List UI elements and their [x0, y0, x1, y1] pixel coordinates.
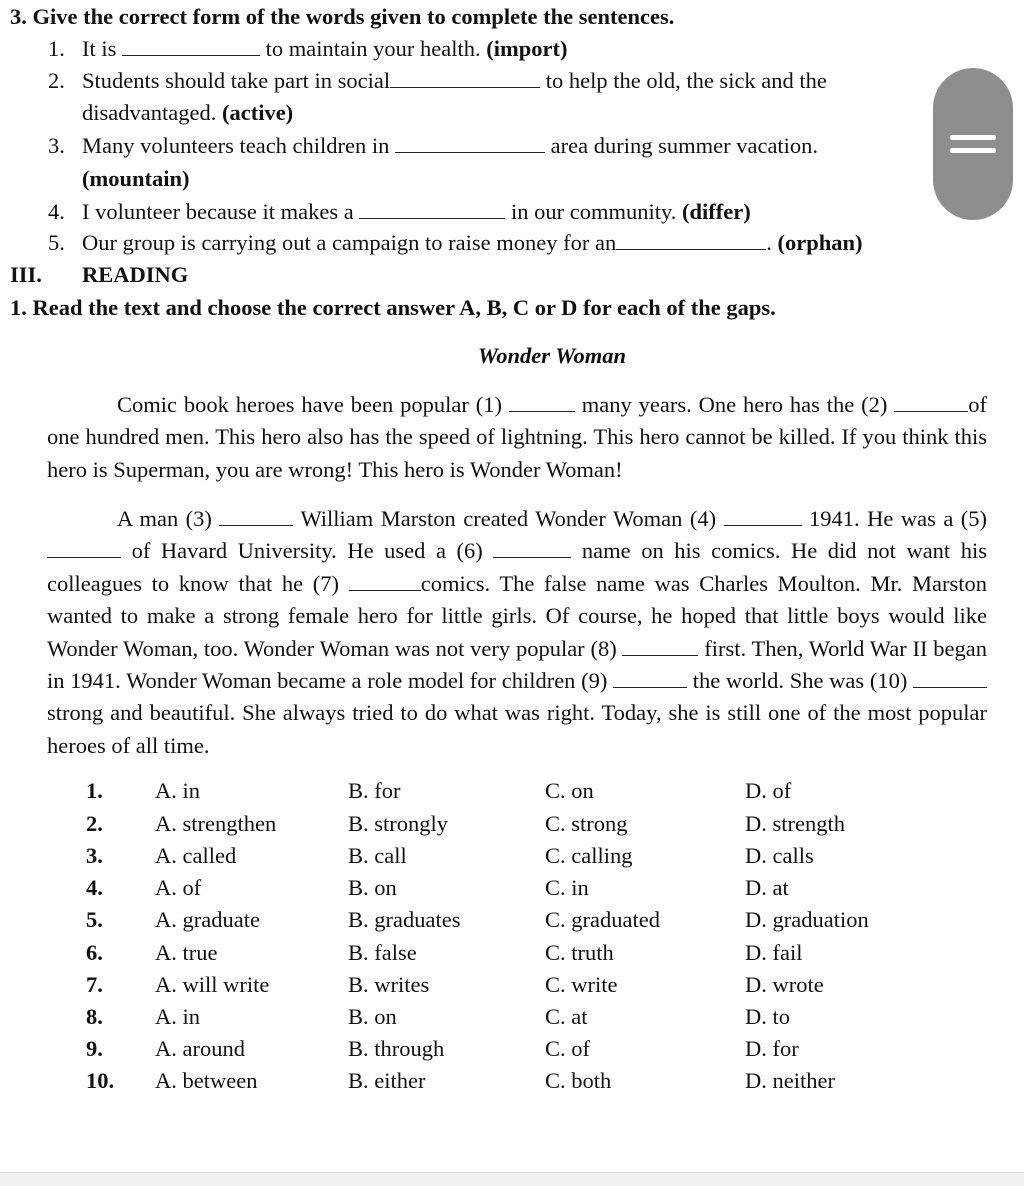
gap-5[interactable]: [47, 539, 121, 558]
option-a[interactable]: A. will write: [155, 972, 270, 997]
passage-paragraph-2: A man (3) William Marston created Wonder Woman (4) 1941. He was a (5) of Havard University. He used a (6) name on his comics. He did not want his colleagues to know that he (7) comics. The false name was Charles Moulton. Mr. Marston wanted to make a strong female hero for little girls. Of course, he hoped that little boys would like Wonder Woman, too. Wonder Woman was not very popular (8) first. Then, World War II began in 1941. Wonder Woman became a role model for children (9) the world. She was (10) strong and beautiful. She always tried to do what was right. Today, she is still one of the most popular heroes of all time.: [47, 506, 988, 758]
option-row: [0, 842, 1024, 874]
option-c[interactable]: C. write: [545, 972, 618, 997]
option-b[interactable]: B. writes: [348, 972, 430, 997]
option-b[interactable]: B. on: [348, 875, 397, 900]
option-a[interactable]: A. of: [155, 875, 202, 900]
item-number: 1.: [48, 36, 65, 61]
option-c[interactable]: C. of: [545, 1036, 590, 1061]
exercise-item-2: [48, 67, 827, 95]
option-d[interactable]: D. of: [745, 778, 792, 803]
option-b[interactable]: B. either: [348, 1068, 426, 1093]
question-number: 8.: [86, 1004, 103, 1029]
word-hint: (orphan): [777, 230, 863, 255]
option-row: [0, 971, 1024, 1003]
option-b[interactable]: B. strongly: [348, 811, 449, 836]
item-text: in our community.: [505, 199, 683, 224]
item-text: to help the old, the sick and the: [540, 68, 827, 93]
option-a[interactable]: A. called: [155, 843, 237, 868]
option-row: [0, 810, 1024, 842]
answer-blank[interactable]: [395, 134, 545, 153]
exercise-item-4: [48, 198, 751, 226]
option-b[interactable]: B. graduates: [348, 907, 461, 932]
question-number: 3.: [86, 843, 103, 868]
question-number: 9.: [86, 1036, 103, 1061]
grip-line-icon: [950, 148, 996, 153]
option-c[interactable]: C. on: [545, 778, 594, 803]
option-row: [0, 777, 1024, 809]
option-d[interactable]: D. for: [745, 1036, 799, 1061]
option-b[interactable]: B. for: [348, 778, 401, 803]
answer-blank[interactable]: [616, 231, 766, 250]
exercise-item-1: [48, 35, 567, 63]
answer-blank[interactable]: [122, 37, 260, 56]
word-hint: (import): [486, 36, 568, 61]
option-a[interactable]: A. strengthen: [155, 811, 277, 836]
answer-blank[interactable]: [390, 69, 540, 88]
item-text: Students should take part in social: [82, 68, 391, 93]
option-a[interactable]: A. in: [155, 1004, 200, 1029]
gap-6[interactable]: [493, 539, 571, 558]
option-c[interactable]: C. truth: [545, 940, 614, 965]
option-c[interactable]: C. at: [545, 1004, 588, 1029]
gap-7[interactable]: [349, 572, 421, 591]
option-b[interactable]: B. through: [348, 1036, 445, 1061]
option-row: [0, 1035, 1024, 1067]
grip-line-icon: [950, 135, 996, 140]
question-number: 7.: [86, 972, 103, 997]
reading-heading-number: III.: [10, 262, 42, 287]
option-d[interactable]: D. calls: [745, 843, 814, 868]
option-c[interactable]: C. in: [545, 875, 589, 900]
option-row: [0, 1067, 1024, 1099]
option-d[interactable]: D. fail: [745, 940, 803, 965]
option-b[interactable]: B. on: [348, 1004, 397, 1029]
gap-10[interactable]: [913, 669, 987, 688]
reading-heading: [10, 261, 188, 289]
word-hint: (differ): [682, 199, 751, 224]
option-d[interactable]: D. graduation: [745, 907, 869, 932]
gap-4[interactable]: [724, 507, 802, 526]
option-c[interactable]: C. graduated: [545, 907, 660, 932]
item-number: 3.: [48, 133, 65, 158]
option-c[interactable]: C. calling: [545, 843, 633, 868]
gap-8[interactable]: [622, 637, 698, 656]
item-number: 4.: [48, 199, 65, 224]
option-a[interactable]: A. true: [155, 940, 218, 965]
option-a[interactable]: A. between: [155, 1068, 258, 1093]
item-text: to maintain your health.: [260, 36, 487, 61]
answer-blank[interactable]: [359, 200, 505, 219]
passage-title: Wonder Woman: [477, 343, 627, 368]
exercise-item-2-cont: [82, 99, 293, 127]
option-a[interactable]: A. in: [155, 778, 200, 803]
item-number: 2.: [48, 68, 65, 93]
option-a[interactable]: A. graduate: [155, 907, 260, 932]
item-text: Many volunteers teach children in: [82, 133, 396, 158]
word-hint: (mountain): [82, 166, 190, 191]
option-d[interactable]: D. at: [745, 875, 789, 900]
reading-instruction: 1. Read the text and choose the correct answer A, B, C or D for each of the gaps.: [10, 295, 776, 320]
item-text: I volunteer because it makes a: [82, 199, 360, 224]
option-c[interactable]: C. strong: [545, 811, 628, 836]
question-number: 10.: [86, 1068, 115, 1093]
exercise-item-3: [48, 132, 818, 160]
gap-9[interactable]: [613, 669, 687, 688]
option-d[interactable]: D. strength: [745, 811, 845, 836]
passage-paragraph-1: Comic book heroes have been popular (1) many years. One hero has the (2) of one hundred men. This hero also has the speed of lightning. This hero cannot be killed. If you think this hero is Superman, you are wrong! This hero is Wonder Woman!: [47, 392, 987, 482]
word-hint: (active): [221, 100, 294, 125]
exercise-item-5: [48, 229, 862, 257]
item-text: .: [766, 230, 778, 255]
gap-2[interactable]: [894, 393, 968, 412]
option-b[interactable]: B. call: [348, 843, 407, 868]
gap-3[interactable]: [219, 507, 293, 526]
option-row: [0, 1003, 1024, 1035]
option-row: [0, 939, 1024, 971]
option-row: [0, 874, 1024, 906]
bottom-edge: [0, 1172, 1024, 1186]
option-c[interactable]: C. both: [545, 1068, 612, 1093]
item-text: Our group is carrying out a campaign to raise money for an: [82, 230, 617, 255]
option-a[interactable]: A. around: [155, 1036, 245, 1061]
question-number: 6.: [86, 940, 103, 965]
question-number: 5.: [86, 907, 103, 932]
question-number: 4.: [86, 875, 103, 900]
reading-heading-label: READING: [82, 262, 189, 287]
question-number: 1.: [86, 778, 103, 803]
option-d[interactable]: D. neither: [745, 1068, 835, 1093]
scroll-handle[interactable]: [933, 68, 1013, 220]
option-b[interactable]: B. false: [348, 940, 417, 965]
section-3-heading: 3. Give the correct form of the words given to complete the sentences.: [10, 4, 675, 29]
item-number: 5.: [48, 230, 65, 255]
option-row: [0, 906, 1024, 938]
item-text: disadvantaged.: [82, 100, 222, 125]
option-d[interactable]: D. wrote: [745, 972, 824, 997]
question-number: 2.: [86, 811, 103, 836]
gap-1[interactable]: [509, 393, 575, 412]
item-text: area during summer vacation.: [545, 133, 819, 158]
option-d[interactable]: D. to: [745, 1004, 790, 1029]
item-text: It is: [82, 36, 123, 61]
